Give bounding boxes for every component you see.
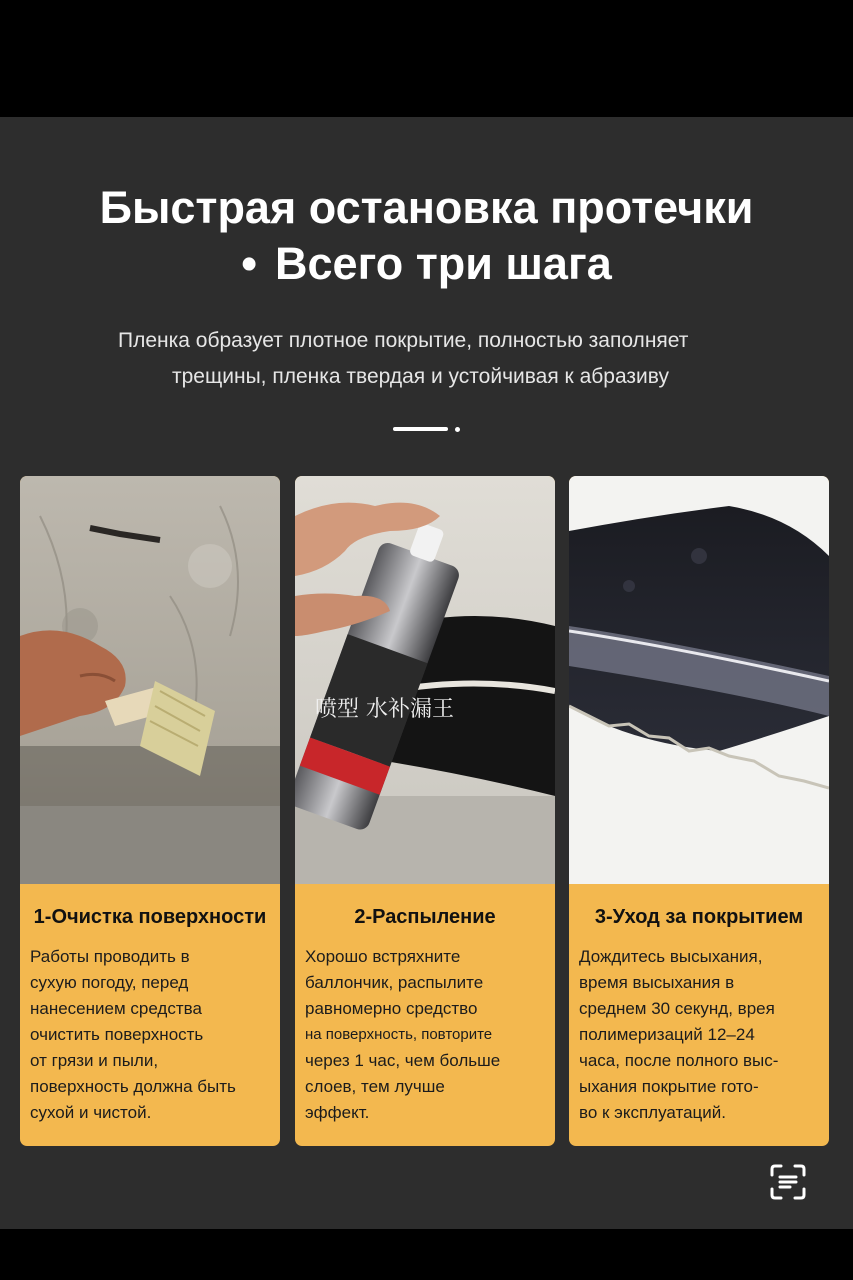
page-subtitle-text: Всего три шага bbox=[275, 238, 612, 289]
step-3-line: во к эксплуатаций. bbox=[579, 1103, 726, 1122]
step-card-2 bbox=[295, 476, 555, 1146]
step-1-line: сухую погоду, перед bbox=[30, 973, 189, 992]
page-title: Быстрая остановка протечки bbox=[99, 182, 754, 233]
description-line-1: Пленка образует плотное покрытие, полностью заполняет bbox=[118, 329, 689, 352]
step-2-line: на поверхность, повторите bbox=[305, 1026, 493, 1043]
step-2-line: равномерно средство bbox=[305, 999, 478, 1018]
step-1-title: 1-Очистка поверхности bbox=[33, 906, 267, 928]
step-2-line: через 1 час, чем больше bbox=[305, 1051, 501, 1070]
step-2-title: 2-Распыление bbox=[354, 906, 496, 928]
step-2-photo bbox=[295, 476, 555, 884]
step-2-description bbox=[305, 944, 549, 1126]
step-1-photo bbox=[20, 476, 280, 884]
step-2-line: слоев, тем лучше bbox=[305, 1077, 445, 1096]
step-1-line: от грязи и пыли, bbox=[30, 1051, 159, 1070]
divider-dot bbox=[455, 427, 460, 432]
step-3-title: 3-Уход за покрытием bbox=[594, 906, 804, 928]
step-1-line: поверхность должна быть bbox=[30, 1077, 236, 1096]
step-1-line: нанесением средства bbox=[30, 999, 202, 1018]
step-3-line: полимеризаций 12–24 bbox=[579, 1025, 755, 1044]
description-line-2: трещины, пленка твердая и устойчивая к абразиву bbox=[172, 365, 669, 388]
step-3-line: ыхания покрытие гото- bbox=[579, 1077, 759, 1096]
step-card-1 bbox=[20, 476, 280, 1146]
scan-text-button[interactable] bbox=[764, 1158, 812, 1206]
step-3-line: часа, после полного выс- bbox=[579, 1051, 779, 1070]
step-1-line: сухой и чистой. bbox=[30, 1103, 152, 1122]
bottom-bar bbox=[0, 1229, 853, 1280]
can-label: 喷型 水补漏王 bbox=[315, 697, 454, 722]
page-subtitle bbox=[0, 235, 853, 293]
divider bbox=[393, 427, 448, 431]
product-infographic bbox=[0, 117, 853, 1229]
bullet-icon: • bbox=[241, 238, 258, 289]
scan-text-icon bbox=[768, 1162, 808, 1202]
step-3-line: Дождитесь высыхания, bbox=[579, 947, 763, 966]
step-3-photo bbox=[569, 476, 829, 884]
step-card-3 bbox=[569, 476, 829, 1146]
step-1-line: очистить поверхность bbox=[30, 1025, 204, 1044]
step-3-line: среднем 30 секунд, врея bbox=[579, 999, 775, 1018]
step-1-line: Работы проводить в bbox=[30, 947, 190, 966]
step-2-line: эффект. bbox=[305, 1103, 370, 1122]
step-2-line: баллончик, распылите bbox=[305, 973, 484, 992]
step-3-description bbox=[579, 944, 823, 1126]
step-3-line: время высыхания в bbox=[579, 973, 735, 992]
step-1-description bbox=[30, 944, 274, 1126]
step-2-line: Хорошо встряхните bbox=[305, 947, 461, 966]
